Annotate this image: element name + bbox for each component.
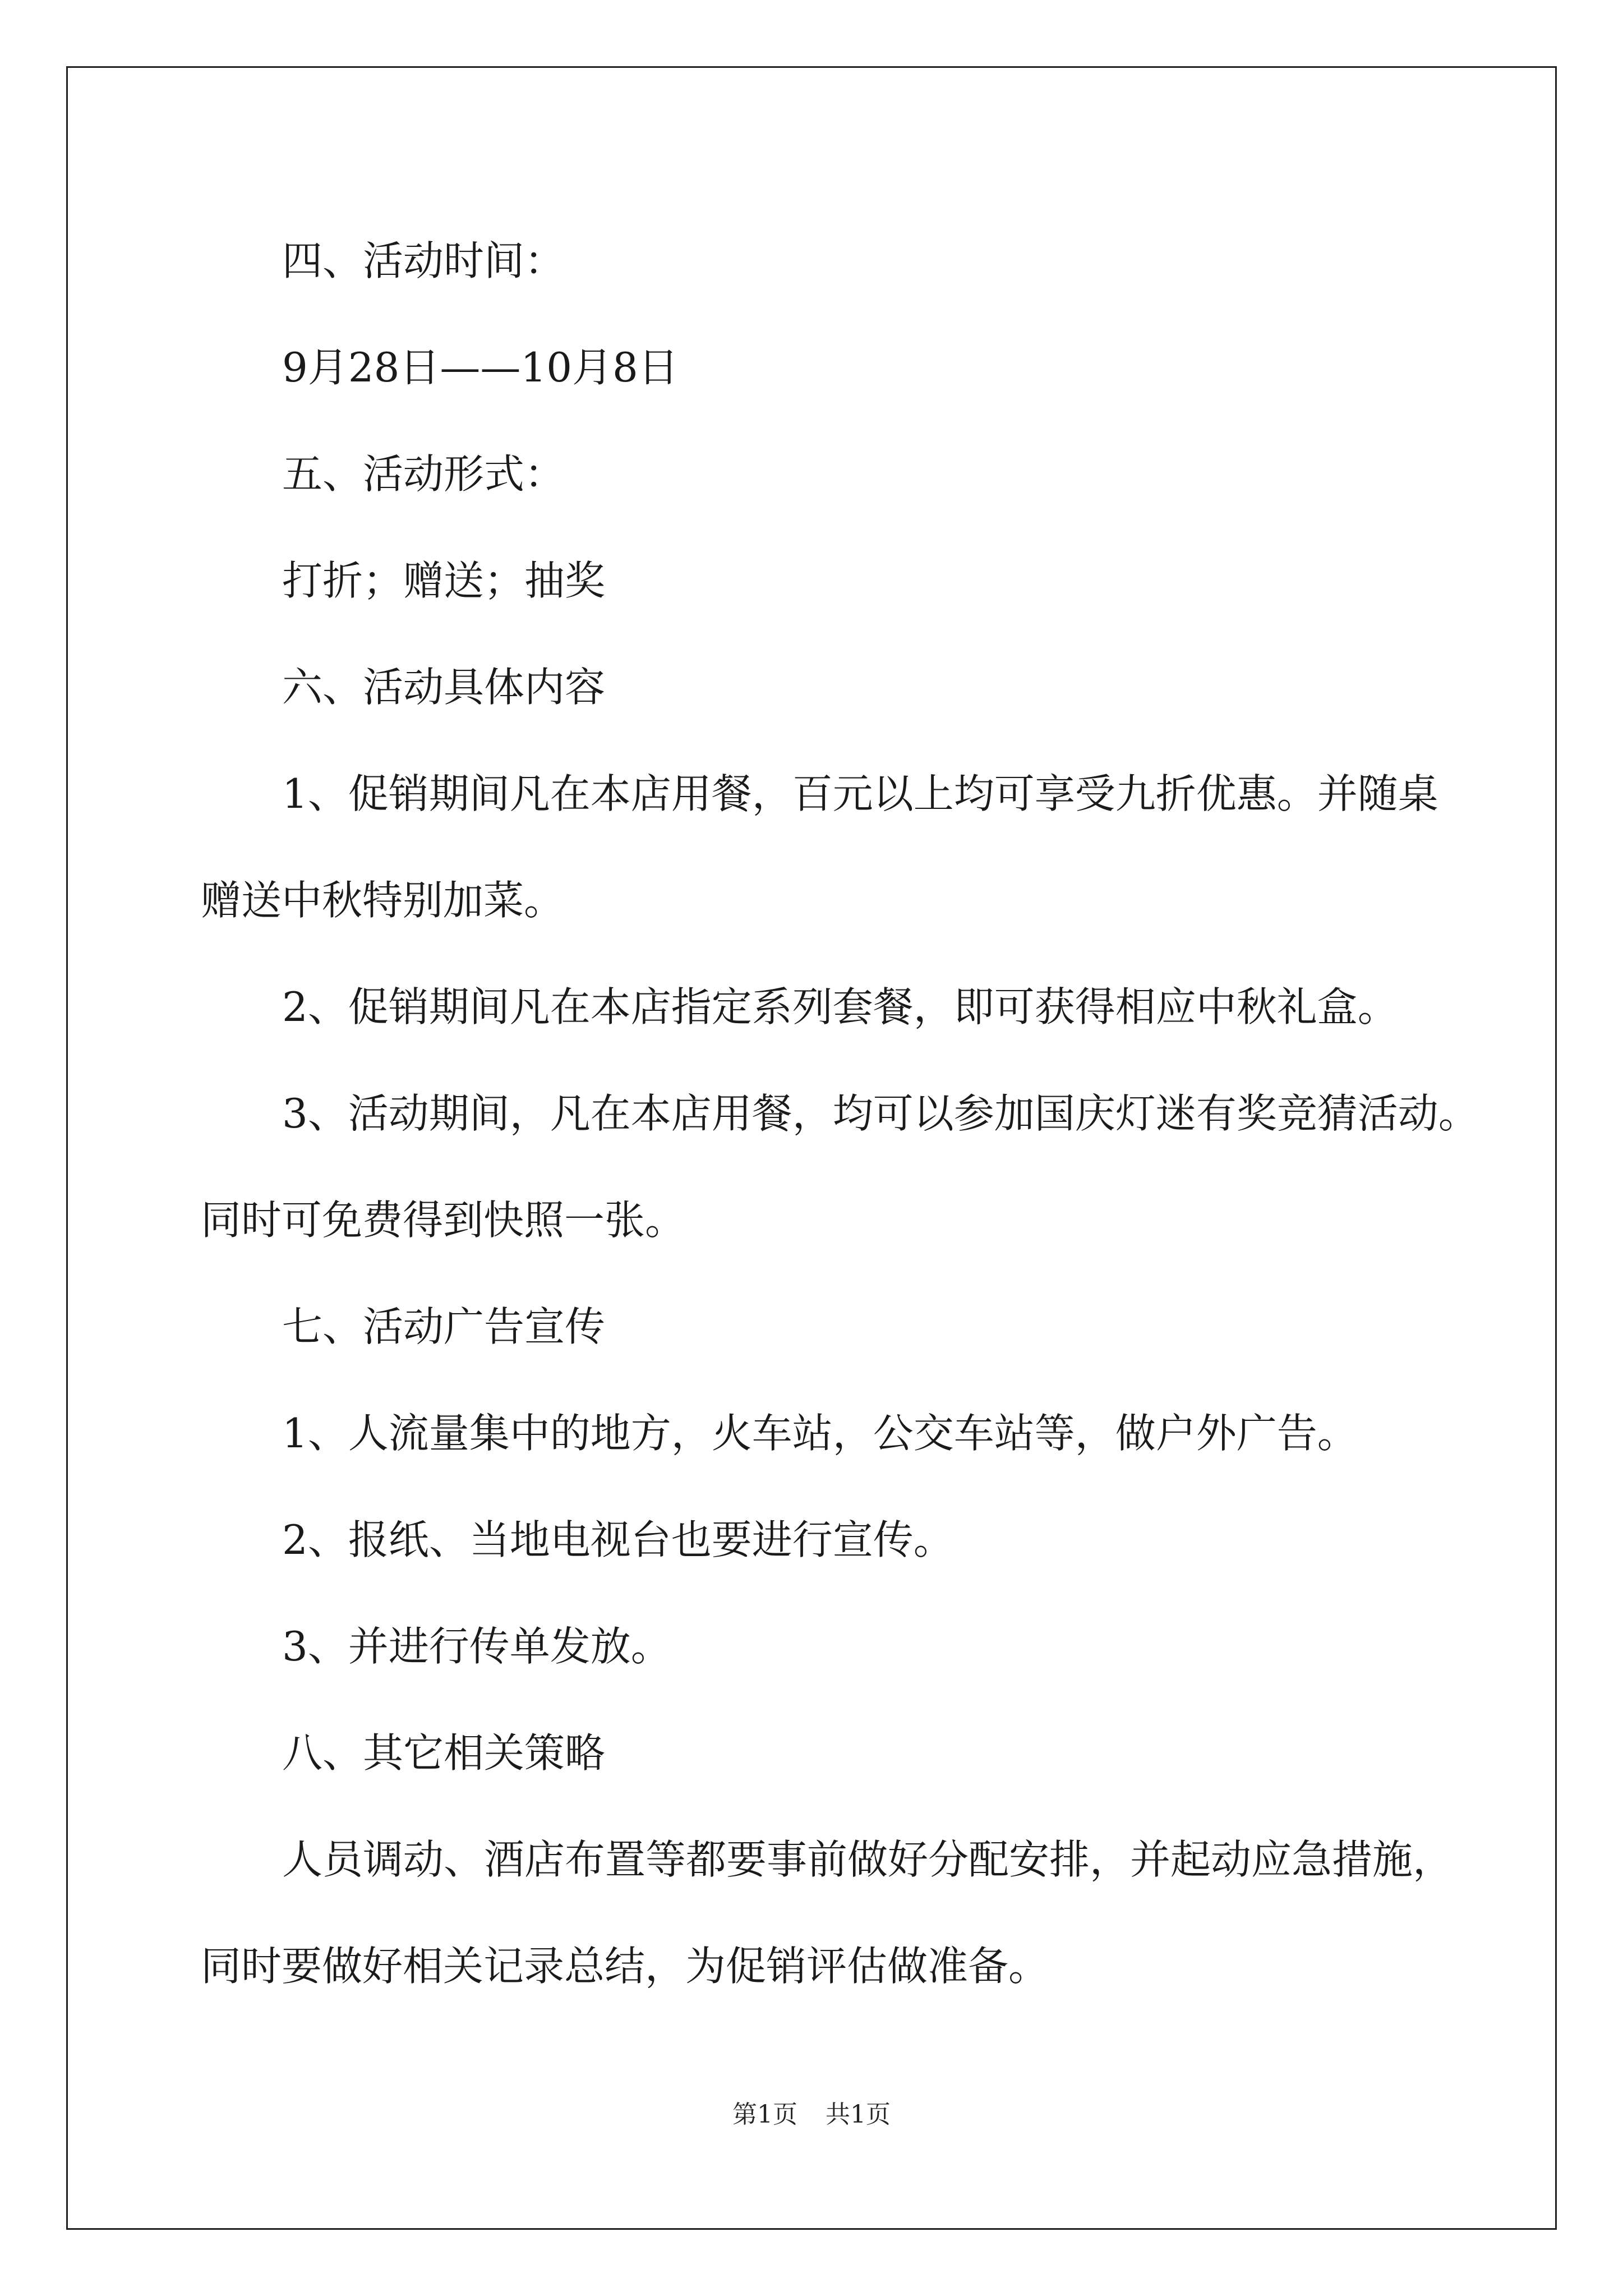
section-heading-activity-content: 六、活动具体内容 (282, 664, 606, 711)
page-total-label: 共1页 (826, 2100, 891, 2129)
advertising-item-1: 1、人流量集中的地方，火车站，公交车站等，做户外广告。 (282, 1410, 1358, 1457)
section-heading-advertising: 七、活动广告宣传 (282, 1303, 606, 1350)
strategies-text-line-2: 同时要做好相关记录总结，为促销评估做准备。 (201, 1943, 1049, 1990)
advertising-item-3: 3、并进行传单发放。 (282, 1623, 671, 1670)
section-heading-activity-form: 五、活动形式： (282, 450, 565, 498)
document-body (201, 208, 1479, 2019)
section-heading-other-strategies: 八、其它相关策略 (282, 1729, 606, 1777)
content-item-1-line-1: 1、促销期间凡在本店用餐，百元以上均可享受九折优惠。并随桌 (282, 770, 1438, 817)
page-footer (0, 2098, 1623, 2132)
advertising-item-2: 2、报纸、当地电视台也要进行宣传。 (282, 1516, 954, 1563)
page-number-label: 第1页 (732, 2100, 797, 2129)
activity-date-range: 9月28日——10月8日 (282, 344, 679, 391)
strategies-text-line-1: 人员调动、酒店布置等都要事前做好分配安排，并起动应急措施， (282, 1836, 1454, 1883)
section-heading-activity-time: 四、活动时间： (282, 237, 565, 284)
content-item-3-line-2: 同时可免费得到快照一张。 (201, 1197, 686, 1244)
content-item-2: 2、促销期间凡在本店指定系列套餐，即可获得相应中秋礼盒。 (282, 983, 1398, 1030)
activity-form-text: 打折；赠送；抽奖 (282, 557, 606, 604)
content-item-3-line-1: 3、活动期间，凡在本店用餐，均可以参加国庆灯迷有奖竞猜活动。 (282, 1090, 1479, 1137)
content-item-1-line-2: 赠送中秋特别加菜。 (201, 877, 565, 924)
